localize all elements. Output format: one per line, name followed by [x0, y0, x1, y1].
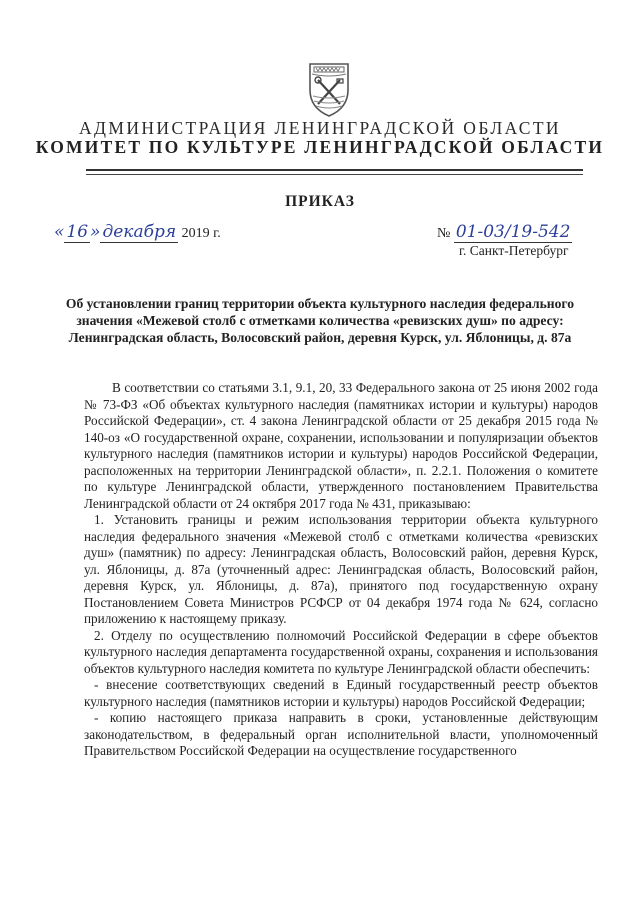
paragraph-item-1: 1. Установить границы и режим использования территории объекта культурного наследия федерального значения «Межевой столб с отметками количества «ревизских душ» (памятник) по адресу: Ленинградская область, Волосовский район, деревня Курск, ул. Яблоницы, д. 87а (уточненный адрес: Ленинградская область, Волосовский район, деревня Курск, ул. Яблоницы, д. 87а), принятого под государственную охрану Постановлением Совета Министров РСФСР от 04 декабря 1974 года № 624, согласно приложению к настоящему приказу.: [84, 512, 598, 626]
paragraph-preamble: В соответствии со статьями 3.1, 9.1, 20, 33 Федерального закона от 25 июня 2002 года № 73-ФЗ «Об объектах культурного наследия (памятниках истории и культуры) народов Российской Федерации», ст. 4 закона Ленинградской области от 25 декабря 2015 года № 140-оз «О государственной охране, сохранении, использовании и популяризации объектов культурного наследия (памятников истории и культуры) народов Российской Федерации, расположенных на территории Ленинградской области», п. 2.2.1. Положения о комитете по культуре Ленинградской области, утвержденного постановлением Правительства Ленинградской области от 24 октября 2017 года № 431, приказываю:: [84, 380, 598, 511]
header-rule-thin: [86, 174, 583, 175]
date-close-quote: »: [90, 222, 101, 242]
document-date: [54, 222, 221, 243]
number-value: 01-03/19-542: [455, 222, 571, 242]
document-type: ПРИКАЗ: [285, 193, 355, 210]
administration-title: АДМИНИСТРАЦИЯ ЛЕНИНГРАДСКОЙ ОБЛАСТИ: [79, 118, 561, 138]
paragraph-item-2-sub-2: - копию настоящего приказа направить в сроки, установленные действующим законодательством, в федеральный орган исполнительной власти, уполномоченный Правительством Российской Федерации на осуществление государственного: [84, 710, 598, 758]
date-year: 2019 г.: [181, 226, 221, 241]
document-title: Об установлении границ территории объекта культурного наследия федерального значения «Межевой столб с отметками количества «ревизских душ» по адресу: Ленинградская область, Волосовский район, деревня Курск, ул. Яблоницы, д. 87а: [65, 296, 575, 345]
date-day: 16: [66, 222, 89, 242]
paragraph-item-2-sub-1: - внесение соответствующих сведений в Единый государственный реестр объектов культурного наследия (памятников истории и культуры) народов Российской Федерации;: [84, 677, 598, 709]
paragraph-item-2: 2. Отделу по осуществлению полномочий Российской Федерации в сфере объектов культурного наследия департамента государственной охраны, сохранения и использования объектов культурного наследия комитета по культуре Ленинградской области обеспечить:: [84, 627, 598, 676]
document-number: [437, 222, 572, 243]
number-prefix: №: [437, 226, 451, 241]
document-body: [84, 380, 598, 760]
header-rule-thick: [86, 169, 583, 171]
coat-of-arms-emblem: [304, 60, 354, 118]
document-city: г. Санкт-Петербург: [459, 243, 569, 258]
date-open-quote: «: [54, 222, 65, 242]
date-month: декабря: [102, 222, 177, 242]
committee-title: КОМИТЕТ ПО КУЛЬТУРЕ ЛЕНИНГРАДСКОЙ ОБЛАСТИ: [35, 137, 605, 157]
